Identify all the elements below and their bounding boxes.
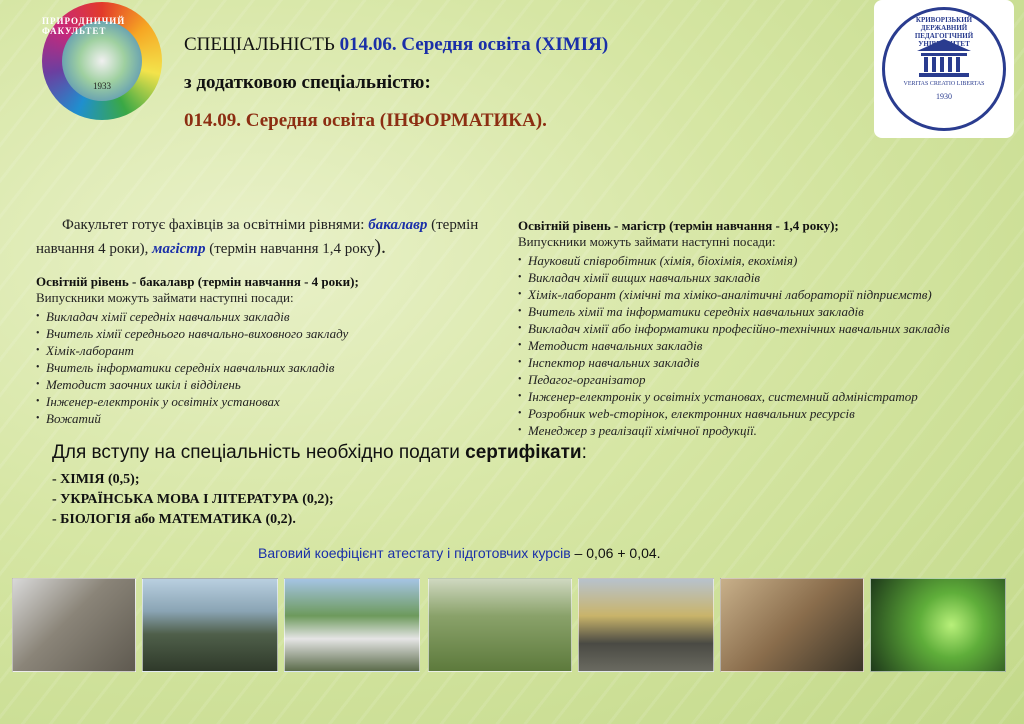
university-logo (874, 0, 1014, 138)
chemistry-tubes-photo (870, 578, 1006, 672)
list-item: • Вчитель інформатики середніх навчальних закладів (36, 359, 506, 376)
outdoor-lab-demo-photo (284, 578, 420, 672)
list-item: • Вчитель хімії середнього навчально-виховного закладу (36, 325, 506, 342)
students-outdoors-photo (428, 578, 572, 672)
list-item: • Викладач хімії середніх навчальних закладів (36, 308, 506, 325)
right-column (518, 218, 1018, 439)
university-seal (882, 7, 1006, 131)
list-item: • Хімік-лаборант (36, 342, 506, 359)
faculty-logo (42, 2, 162, 120)
admission-item: - УКРАЇНСЬКА МОВА І ЛІТЕРАТУРА (0,2); (52, 492, 334, 507)
admission-section (52, 442, 587, 530)
list-item: • Інженер-електронік у освітніх установах (36, 393, 506, 410)
intro-part-2: (термін навчання 4 роки), (36, 217, 479, 257)
intro-bachelor: бакалавр (368, 217, 428, 233)
list-item: • Вожатий (36, 410, 506, 427)
admission-title-bold: сертифікати (465, 442, 582, 463)
bachelor-positions-list (36, 308, 506, 427)
admission-item: - ХІМІЯ (0,5); (52, 472, 140, 487)
admission-certificates-list (52, 470, 587, 530)
header-line-1 (184, 34, 608, 72)
page-header (184, 34, 608, 148)
faculty-logo-ring-text: ПРИРОДНИЧИЙ ФАКУЛЬТЕТ (42, 16, 126, 36)
university-year: 1930 (936, 92, 952, 101)
list-item: • Інженер-електронік у освітніх установах, системний адміністратор (518, 388, 1018, 405)
list-item: • Методист заочних шкіл і відділень (36, 376, 506, 393)
master-subtitle: Випускники можуть займати наступні посади: (518, 234, 776, 249)
bachelor-subtitle: Випускники можуть займати наступні посади: (36, 290, 294, 305)
header-line-3: 014.09. Середня освіта (ІНФОРМАТИКА). (184, 110, 547, 131)
list-item: • Інспектор навчальних закладів (518, 354, 1018, 371)
left-column (36, 214, 506, 427)
weight-coefficient-note (258, 545, 661, 561)
list-item: • Науковий співробітник (хімія, біохімія, екохімія) (518, 252, 1018, 269)
master-title: Освітній рівень - магістр (термін навчання - 1,4 року); (518, 218, 839, 233)
header-prefix: СПЕЦІАЛЬНІСТЬ (184, 34, 335, 55)
intro-paragraph (36, 214, 506, 260)
intro-master: магістр (152, 241, 206, 257)
field-trip-group-photo (142, 578, 278, 672)
list-item: • Педагог-організатор (518, 371, 1018, 388)
admission-title-suffix: : (581, 442, 587, 463)
intro-part-3: (термін навчання 1,4 року (205, 241, 375, 257)
factory-visit-photo (578, 578, 714, 672)
list-item: • Методист навчальних закладів (518, 337, 1018, 354)
list-item: • Викладач хімії або інформатики професійно-технічних навчальних закладів (518, 320, 1018, 337)
admission-title-prefix: Для вступу на спеціальність необхідно подати (52, 442, 466, 463)
list-item: • Хімік-лаборант (хімічні та хіміко-аналітичні лабораторії підприємств) (518, 286, 1018, 303)
list-item: • Менеджер з реалізації хімічної продукції. (518, 422, 1018, 439)
weight-coefficient-label: Ваговий коефіцієнт атестату і підготовчих курсів (258, 545, 571, 561)
lab-students-photo (12, 578, 136, 672)
header-specialty-code: 014.06. Середня освіта (ХІМІЯ) (339, 34, 609, 55)
intro-part-4: ). (374, 236, 387, 258)
university-motto: VERITAS CREATIO LIBERTAS (903, 81, 985, 87)
list-item: • Викладач хімії вищих навчальних закладів (518, 269, 1018, 286)
faculty-logo-year: 1933 (93, 81, 111, 91)
header-line-2: з додатковою спеціальністю: (184, 72, 431, 93)
laboratory-class-photo (720, 578, 864, 672)
weight-coefficient-value: – 0,06 + 0,04. (570, 545, 661, 561)
intro-part-1: Факультет готує фахівців за освітніми рівнями: (62, 217, 369, 233)
admission-item: - БІОЛОГІЯ або МАТЕМАТИКА (0,2). (52, 512, 296, 527)
university-seal-ring-text: КРИВОРІЗЬКИЙ ДЕРЖАВНИЙ ПЕДАГОГІЧНИЙ УНІВЕРСИТЕТ (914, 16, 974, 48)
list-item: • Вчитель хімії та інформатики середніх навчальних закладів (518, 303, 1018, 320)
admission-title (52, 442, 587, 464)
bachelor-title: Освітній рівень - бакалавр (термін навчання - 4 роки); (36, 274, 359, 289)
list-item: • Розробник web-сторінок, електронних навчальних ресурсів (518, 405, 1018, 422)
master-positions-list (518, 252, 1018, 439)
